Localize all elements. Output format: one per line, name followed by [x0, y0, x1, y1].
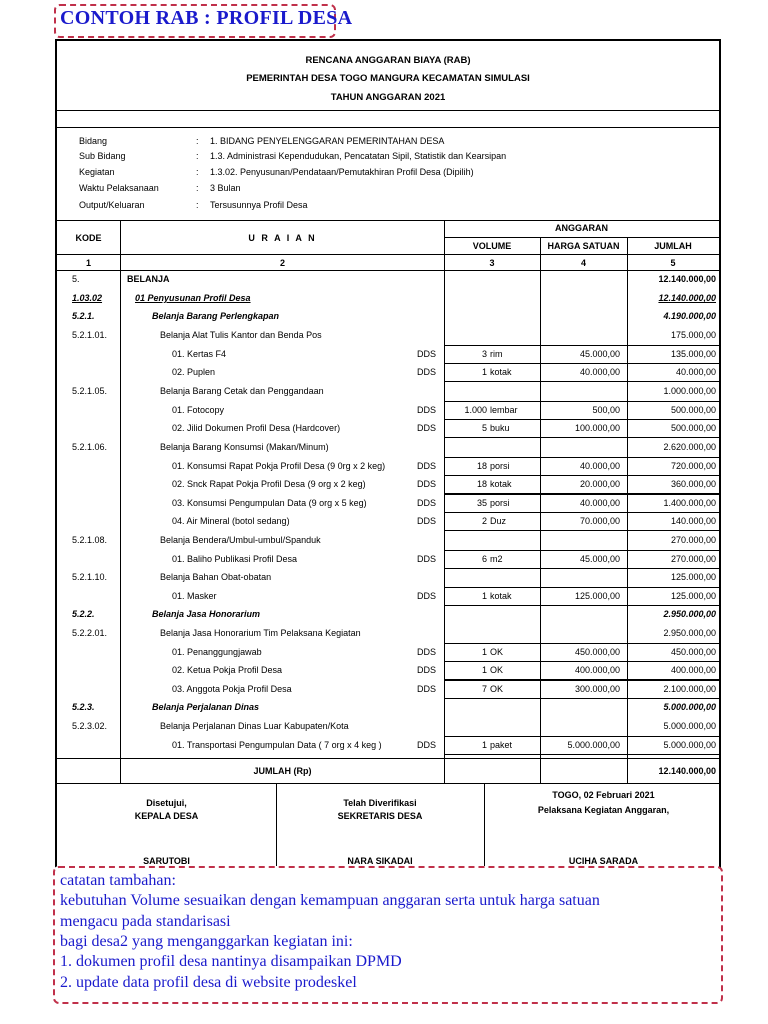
row-unit-price: 40.000,00 [579, 498, 620, 508]
row-amount: 2.950.000,00 [663, 609, 716, 619]
row-volume: 5 [481, 423, 487, 433]
row-description: Belanja Jasa Honorarium [152, 609, 261, 619]
doc-title-3: TAHUN ANGGARAN 2021 [330, 92, 446, 103]
info-separator: : [196, 200, 199, 210]
row-source: DDS [417, 516, 437, 526]
row-code: 5.2.3. [72, 702, 95, 712]
row-code: 5.2.1.06. [72, 442, 108, 452]
total-label: JUMLAH (Rp) [253, 766, 312, 776]
row-description: 01 Penyusunan Profil Desa [135, 293, 251, 303]
row-unit: lembar [490, 405, 518, 415]
sign-1-name: SARUTOBI [143, 856, 190, 866]
row-amount: 720.000,00 [670, 461, 716, 471]
row-unit: porsi [490, 498, 510, 508]
row-source: DDS [417, 423, 437, 433]
row-source: DDS [417, 554, 437, 564]
col-num-2: 2 [279, 258, 285, 268]
row-code: 5.2.1.05. [72, 386, 108, 396]
row-unit: porsi [490, 461, 510, 471]
row-unit: OK [490, 647, 504, 657]
row-description: Belanja Alat Tulis Kantor dan Benda Pos [160, 330, 322, 340]
row-unit-price: 45.000,00 [579, 554, 620, 564]
row-volume: 7 [481, 684, 487, 694]
row-volume: 18 [476, 461, 487, 471]
row-volume: 1 [481, 367, 487, 377]
info-value: 1. BIDANG PENYELENGGARAN PEMERINTAHAN DESA [210, 136, 445, 146]
row-description: Belanja Barang Cetak dan Penggandaan [160, 386, 324, 396]
row-unit: paket [490, 740, 513, 750]
doc-title-1: RENCANA ANGGARAN BIAYA (RAB) [305, 55, 471, 66]
row-unit-price: 40.000,00 [579, 461, 620, 471]
row-volume: 1.000 [464, 405, 487, 415]
row-amount: 2.100.000,00 [663, 684, 716, 694]
row-amount: 125.000,00 [670, 572, 716, 582]
row-unit-price: 70.000,00 [579, 516, 620, 526]
row-amount: 12.140.000,00 [658, 274, 716, 284]
row-description: 01. Penanggungjawab [172, 647, 262, 657]
info-label: Kegiatan [79, 167, 115, 177]
row-description: 01. Fotocopy [172, 405, 225, 415]
row-code: 5.2.1. [72, 311, 95, 321]
row-source: DDS [417, 405, 437, 415]
row-description: 01. Transportasi Pengumpulan Data ( 7 org x 4 keg ) [172, 740, 382, 750]
rab-document [55, 39, 721, 869]
row-description: 01. Kertas F4 [172, 349, 227, 359]
note-line: kebutuhan Volume sesuaikan dengan kemampuan anggaran serta untuk harga satuan [60, 892, 600, 910]
row-amount: 40.000,00 [675, 367, 716, 377]
row-description: 02. Puplen [172, 367, 216, 377]
total-value: 12.140.000,00 [658, 766, 716, 776]
row-volume: 3 [481, 349, 487, 359]
row-amount: 140.000,00 [670, 516, 716, 526]
row-unit: kotak [490, 479, 512, 489]
row-description: Belanja Perjalanan Dinas Luar Kabupaten/Kota [160, 721, 349, 731]
row-unit: Duz [490, 516, 507, 526]
sign-2-line2: SEKRETARIS DESA [337, 811, 423, 821]
row-description: 01. Baliho Publikasi Profil Desa [172, 554, 298, 564]
row-code: 1.03.02 [72, 293, 103, 303]
row-description: 04. Air Mineral (botol sedang) [172, 516, 290, 526]
row-source: DDS [417, 740, 437, 750]
row-source: DDS [417, 591, 437, 601]
row-description: 01. Masker [172, 591, 217, 601]
row-unit-price: 500,00 [592, 405, 620, 415]
row-amount: 1.000.000,00 [663, 386, 716, 396]
info-separator: : [196, 183, 199, 193]
col-num-3: 3 [489, 258, 495, 268]
row-code: 5.2.2. [72, 609, 95, 619]
row-volume: 6 [481, 554, 487, 564]
row-description: Belanja Bahan Obat-obatan [160, 572, 272, 582]
info-label: Bidang [79, 136, 108, 146]
row-volume: 1 [481, 647, 487, 657]
row-amount: 125.000,00 [670, 591, 716, 601]
info-value: 1.3.02. Penyusunan/Pendataan/Pemutakhiran Profil Desa (Dipilih) [210, 167, 474, 177]
row-volume: 35 [476, 498, 487, 508]
row-source: DDS [417, 349, 437, 359]
row-unit-price: 45.000,00 [579, 349, 620, 359]
row-code: 5.2.1.08. [72, 535, 108, 545]
row-unit: OK [490, 665, 504, 675]
info-label: Sub Bidang [79, 151, 126, 161]
row-unit-price: 5.000.000,00 [567, 740, 620, 750]
info-separator: : [196, 151, 199, 161]
sign-3-line1: TOGO, 02 Februari 2021 [552, 790, 655, 800]
row-amount: 270.000,00 [670, 554, 716, 564]
sign-2-name: NARA SIKADAI [347, 856, 413, 866]
row-amount: 135.000,00 [670, 349, 716, 359]
sign-2-line1: Telah Diverifikasi [343, 798, 417, 808]
info-separator: : [196, 167, 199, 177]
row-unit-price: 40.000,00 [579, 367, 620, 377]
row-description: 02. Ketua Pokja Profil Desa [172, 665, 283, 675]
row-volume: 1 [481, 740, 487, 750]
col-kode: KODE [75, 233, 102, 243]
info-value: Tersusunnya Profil Desa [210, 200, 308, 210]
row-unit: buku [490, 423, 510, 433]
row-unit-price: 100.000,00 [574, 423, 620, 433]
row-volume: 1 [481, 591, 487, 601]
row-unit: kotak [490, 367, 512, 377]
row-code: 5.2.1.10. [72, 572, 108, 582]
doc-title-2: PEMERINTAH DESA TOGO MANGURA KECAMATAN SIMULASI [246, 73, 530, 84]
col-jumlah: JUMLAH [654, 241, 692, 251]
info-value: 1.3. Administrasi Kependudukan, Pencatatan Sipil, Statistik dan Kearsipan [210, 151, 507, 161]
sign-3-name: UCIHA SARADA [568, 856, 639, 866]
row-volume: 18 [476, 479, 487, 489]
row-code: 5. [72, 274, 80, 284]
row-amount: 2.620.000,00 [663, 442, 716, 452]
row-amount: 1.400.000,00 [663, 498, 716, 508]
row-unit: rim [490, 349, 503, 359]
note-line: catatan tambahan: [60, 872, 176, 889]
row-amount: 12.140.000,00 [658, 293, 716, 303]
row-amount: 5.000.000,00 [663, 702, 716, 712]
row-description: Belanja Barang Konsumsi (Makan/Minum) [160, 442, 329, 452]
sign-1-line1: Disetujui, [146, 798, 187, 808]
row-unit-price: 125.000,00 [574, 591, 620, 601]
info-value: 3 Bulan [210, 183, 241, 193]
row-description: 03. Anggota Pokja Profil Desa [172, 684, 292, 694]
row-description: Belanja Bendera/Umbul-umbul/Spanduk [160, 535, 321, 545]
title-banner: CONTOH RAB : PROFIL DESA [60, 7, 353, 29]
note-line: bagi desa2 yang menganggarkan kegiatan ini: [60, 932, 353, 950]
row-amount: 360.000,00 [670, 479, 716, 489]
row-amount: 2.950.000,00 [663, 628, 716, 638]
row-code: 5.2.3.02. [72, 721, 108, 731]
row-code: 5.2.1.01. [72, 330, 108, 340]
row-description: 02. Jilid Dokumen Profil Desa (Hardcover) [172, 423, 341, 433]
row-description: 01. Konsumsi Rapat Pokja Profil Desa (9 0rg x 2 keg) [172, 461, 386, 471]
row-description: 02. Snck Rapat Pokja Profil Desa (9 org x 2 keg) [172, 479, 366, 489]
col-harga: HARGA SATUAN [547, 241, 620, 251]
row-amount: 450.000,00 [670, 647, 716, 657]
row-amount: 4.190.000,00 [663, 311, 716, 321]
row-source: DDS [417, 665, 437, 675]
row-unit-price: 300.000,00 [574, 684, 620, 694]
row-source: DDS [417, 367, 437, 377]
info-label: Output/Keluaran [79, 200, 145, 210]
col-volume: VOLUME [472, 241, 512, 251]
sign-1-line2: KEPALA DESA [134, 811, 199, 821]
row-amount: 5.000.000,00 [663, 721, 716, 731]
row-volume: 2 [481, 516, 487, 526]
row-source: DDS [417, 479, 437, 489]
row-source: DDS [417, 647, 437, 657]
row-source: DDS [417, 684, 437, 694]
col-uraian: U R A I A N [248, 233, 317, 243]
row-amount: 270.000,00 [670, 535, 716, 545]
col-num-4: 4 [580, 258, 586, 268]
row-unit-price: 20.000,00 [579, 479, 620, 489]
row-unit: m2 [490, 554, 503, 564]
row-source: DDS [417, 461, 437, 471]
row-unit-price: 450.000,00 [574, 647, 620, 657]
row-unit: kotak [490, 591, 512, 601]
row-source: DDS [417, 498, 437, 508]
row-volume: 1 [481, 665, 487, 675]
col-num-5: 5 [670, 258, 676, 268]
row-description: Belanja Perjalanan Dinas [152, 702, 260, 712]
note-line: 2. update data profil desa di website prodeskel [60, 973, 357, 991]
row-unit-price: 400.000,00 [574, 665, 620, 675]
info-separator: : [196, 136, 199, 146]
row-description: Belanja Barang Perlengkapan [152, 311, 280, 321]
note-line: 1. dokumen profil desa nantinya disampaikan DPMD [60, 953, 402, 971]
row-unit: OK [490, 684, 504, 694]
col-num-1: 1 [85, 258, 91, 268]
col-anggaran: ANGGARAN [555, 223, 608, 233]
row-code: 5.2.2.01. [72, 628, 108, 638]
sign-3-line2: Pelaksana Kegiatan Anggaran, [537, 805, 670, 815]
row-description: Belanja Jasa Honorarium Tim Pelaksana Kegiatan [160, 628, 361, 638]
row-amount: 500.000,00 [670, 423, 716, 433]
row-amount: 500.000,00 [670, 405, 716, 415]
row-amount: 5.000.000,00 [663, 740, 716, 750]
row-description: BELANJA [127, 274, 170, 284]
row-amount: 400.000,00 [670, 665, 716, 675]
info-label: Waktu Pelaksanaan [79, 183, 159, 193]
row-amount: 175.000,00 [670, 330, 716, 340]
note-line: mengacu pada standarisasi [60, 912, 231, 930]
row-description: 03. Konsumsi Pengumpulan Data (9 org x 5 keg) [172, 498, 367, 508]
